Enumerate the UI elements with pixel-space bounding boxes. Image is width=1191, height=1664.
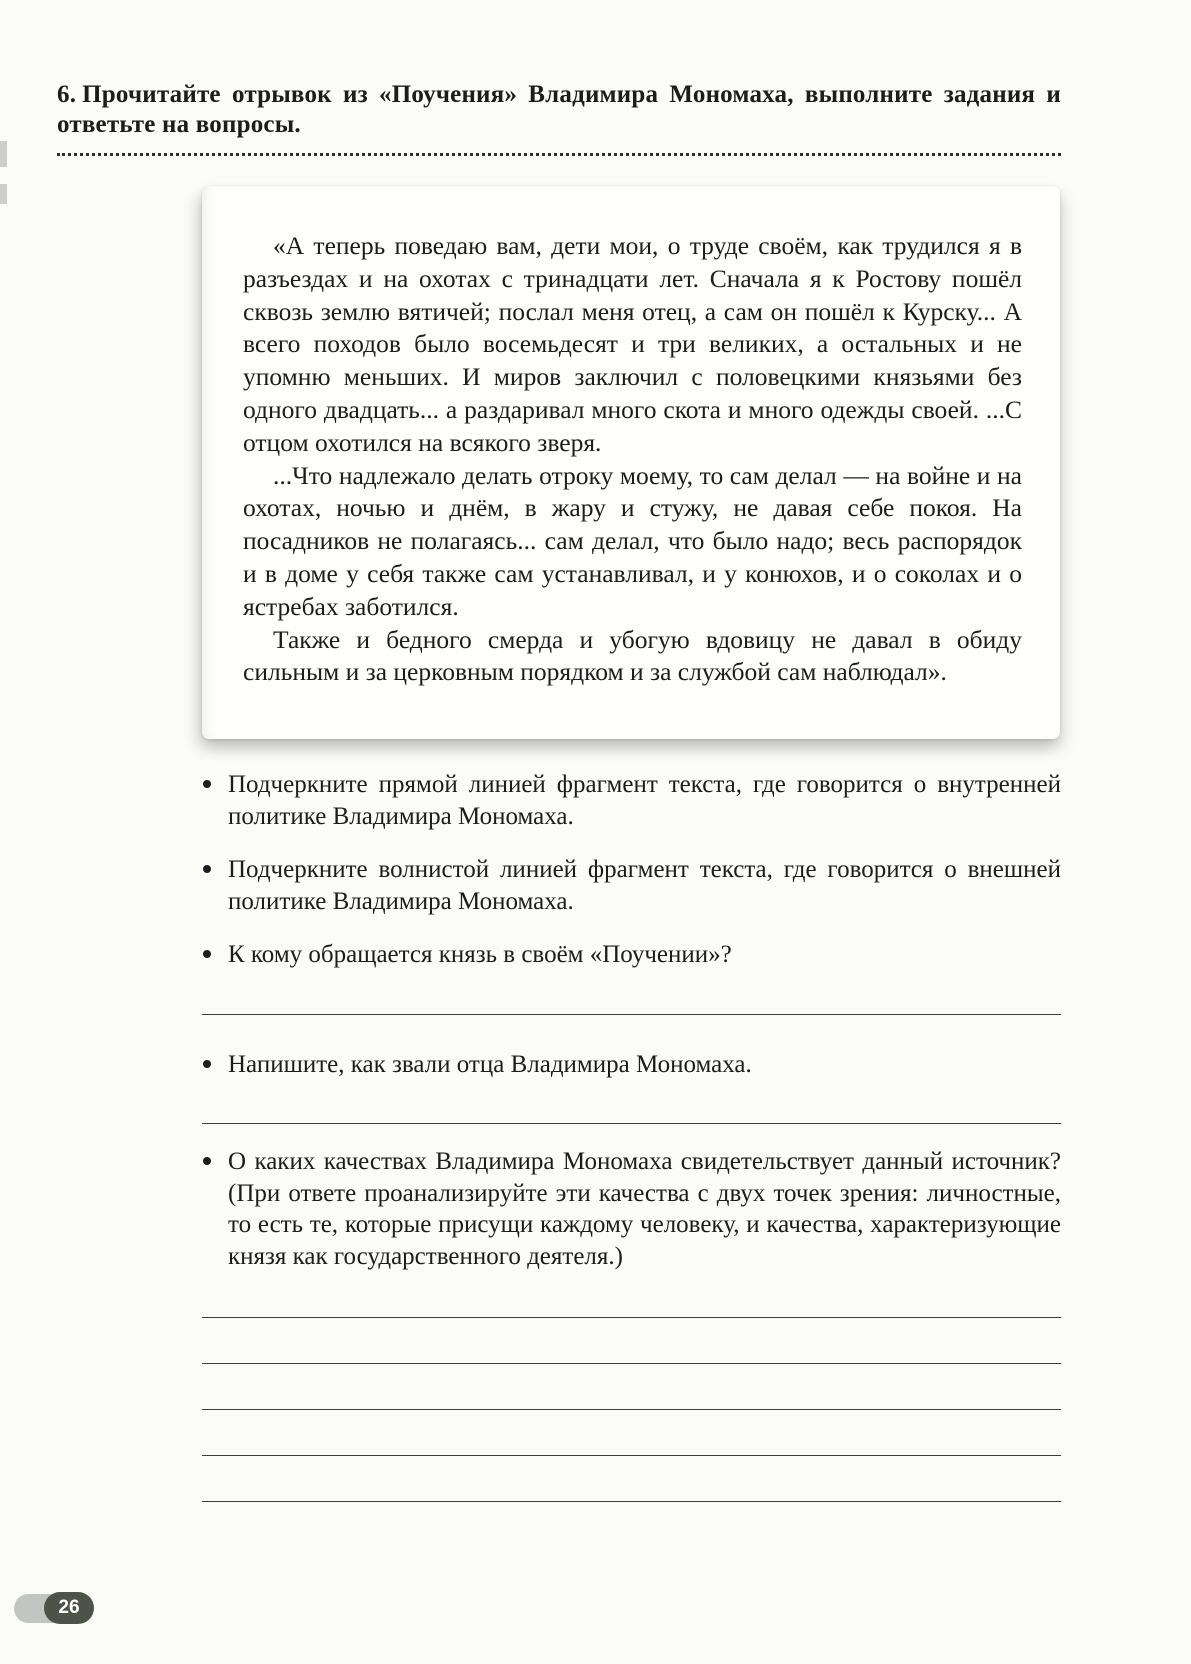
task-item — [202, 769, 1061, 832]
exercise-title: Прочитайте отрывок из «Поучения» Владимира Мономаха, выполните задания и ответьте на вопросы. — [57, 81, 1061, 138]
task-list — [202, 769, 1061, 1502]
scan-artifact — [0, 184, 7, 204]
answer-line — [202, 1272, 1061, 1318]
quote-paragraph: «А теперь поведаю вам, дети мои, о труде своём, как трудился я в разъездах и на охотах с тринадцати лет. Сначала я к Ростову пошёл сквозь землю вятичей; послал меня отец, а сам он пошёл к Курску... А всего походов было восемьдесят и три великих, а остальных и не упомню меньших. И миров заключил с половецкими князьями без одного двадцать... а раздаривал много скота и много одежды своей. ...С отцом охотился на всякого зверя. — [243, 231, 1022, 457]
answer-line — [202, 1364, 1061, 1410]
dotted-separator — [57, 153, 1061, 156]
task-item — [202, 1146, 1061, 1272]
answer-lines-block — [202, 1272, 1061, 1502]
task-text: Подчеркните прямой линией фрагмент текста, где говорится о внутренней политике Владимира Мономаха. — [228, 771, 1061, 830]
task-text: К кому обращается князь в своём «Поучении»? — [228, 941, 732, 969]
page-number-badge — [44, 1592, 94, 1624]
scan-artifact — [0, 141, 7, 167]
task-item — [202, 1049, 1061, 1081]
task-text: Напишите, как звали отца Владимира Мономаха. — [228, 1050, 752, 1078]
bullet-icon — [203, 865, 211, 873]
exercise-number: 6. — [57, 81, 77, 108]
answer-line — [202, 971, 1061, 1015]
bullet-icon — [203, 1157, 211, 1165]
answer-line — [202, 1410, 1061, 1456]
bullet-icon — [203, 950, 211, 958]
task-text: О каких качествах Владимира Мономаха свидетельствует данный источник? (При ответе проанализируйте эти качества с двух точек зрения: личностные, то есть те, которые присущи каждому человеку, и качества, характеризующие князя как государственного деятеля.) — [228, 1148, 1061, 1270]
quote-paragraph: Также и бедного смерда и убогую вдовицу не давал в обиду сильным и за церковным порядком и за службой сам наблюдал». — [243, 624, 1022, 687]
task-item — [202, 939, 1061, 971]
answer-line — [202, 1456, 1061, 1502]
quote-paragraph: ...Что надлежало делать отроку моему, то сам делал — на войне и на охотах, ночью и днём, в жару и стужу, не давая себе покоя. На посадников не полагаясь... сам делал, что было надо; весь распорядок и в доме у себя также сам устанавливал, и у конюхов, и о соколах и о ястребах заботился. — [243, 460, 1022, 621]
bullet-icon — [203, 780, 211, 788]
page-content — [57, 80, 1061, 1502]
exercise-header — [57, 80, 1061, 140]
task-item — [202, 854, 1061, 917]
answer-line — [202, 1318, 1061, 1364]
answer-line — [202, 1080, 1061, 1124]
page-number: 26 — [58, 1597, 80, 1618]
quote-card — [202, 186, 1060, 739]
bullet-icon — [203, 1060, 211, 1068]
task-text: Подчеркните волнистой линией фрагмент текста, где говорится о внешней политике Владимира Мономаха. — [228, 856, 1061, 915]
